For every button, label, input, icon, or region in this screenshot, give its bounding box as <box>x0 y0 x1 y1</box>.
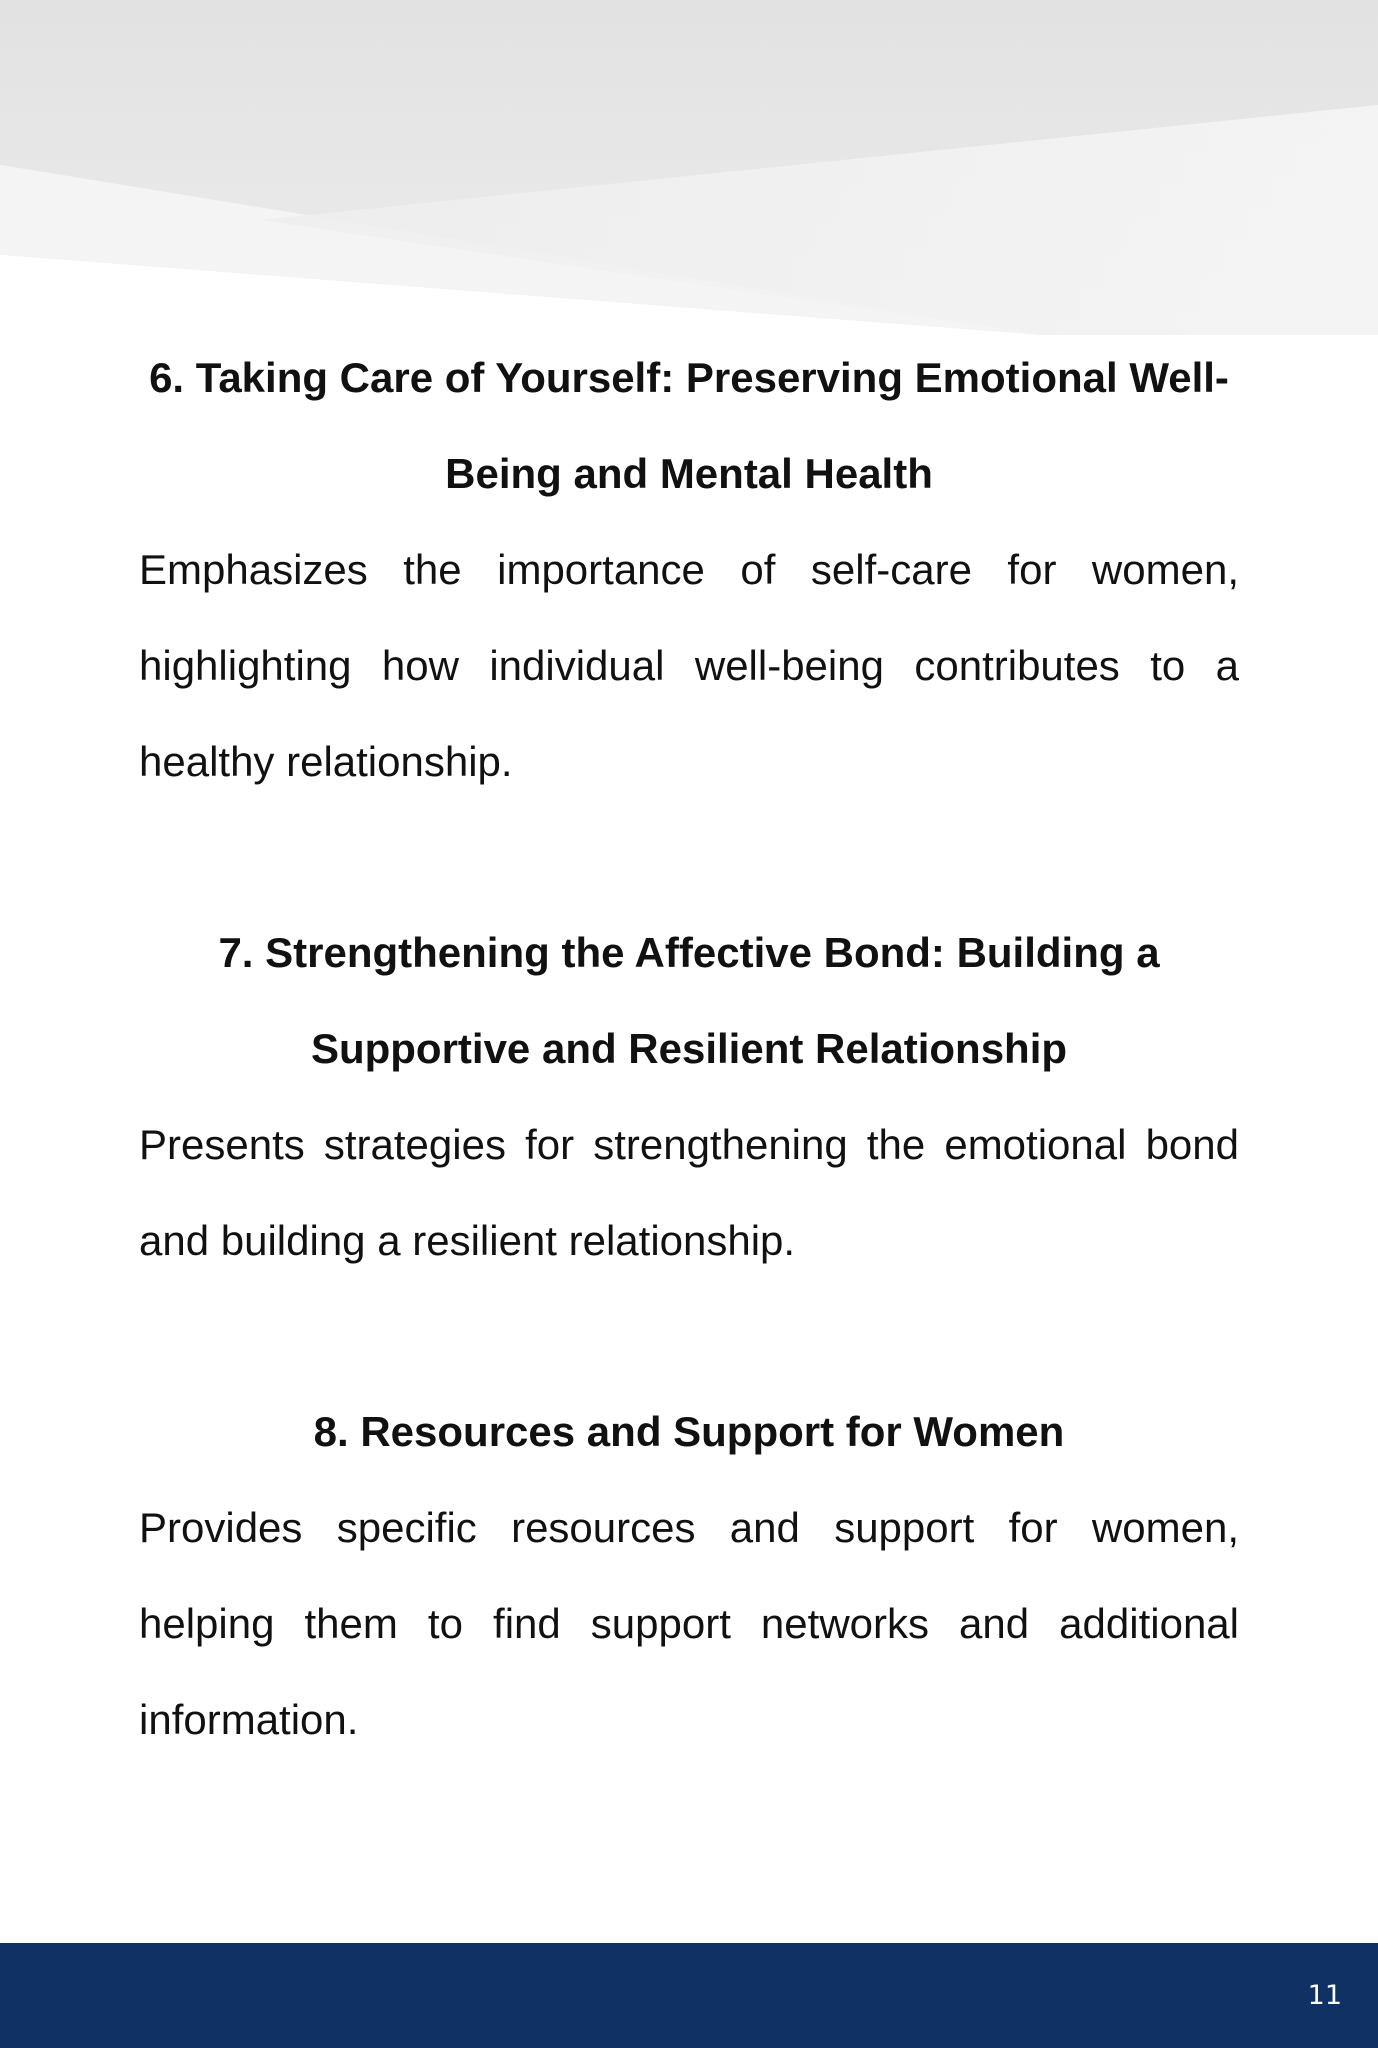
section-body: Presents strategies for strengthening the emotional bond and building a resilient relationship. <box>139 1121 1239 1264</box>
section-title: 7. Strengthening the Affective Bond: Building a Supportive and Resilient Relationship <box>218 929 1160 1072</box>
footer-bar <box>0 1943 1378 2048</box>
section-affective-bond <box>139 905 1239 1289</box>
section-resources <box>139 1384 1239 1768</box>
section-body: Emphasizes the importance of self-care for women, highlighting how individual well-being contributes to a healthy relationship. <box>139 546 1239 785</box>
header-decoration <box>0 0 1378 340</box>
section-title: 8. Resources and Support for Women <box>313 1408 1065 1455</box>
page-number: 11 <box>1307 1980 1342 2011</box>
main-content <box>139 330 1239 1863</box>
section-self-care <box>139 330 1239 810</box>
section-body: Provides specific resources and support for women, helping them to find support networks and additional information. <box>139 1504 1239 1743</box>
section-title: 6. Taking Care of Yourself: Preserving Emotional Well-Being and Mental Health <box>149 354 1229 497</box>
